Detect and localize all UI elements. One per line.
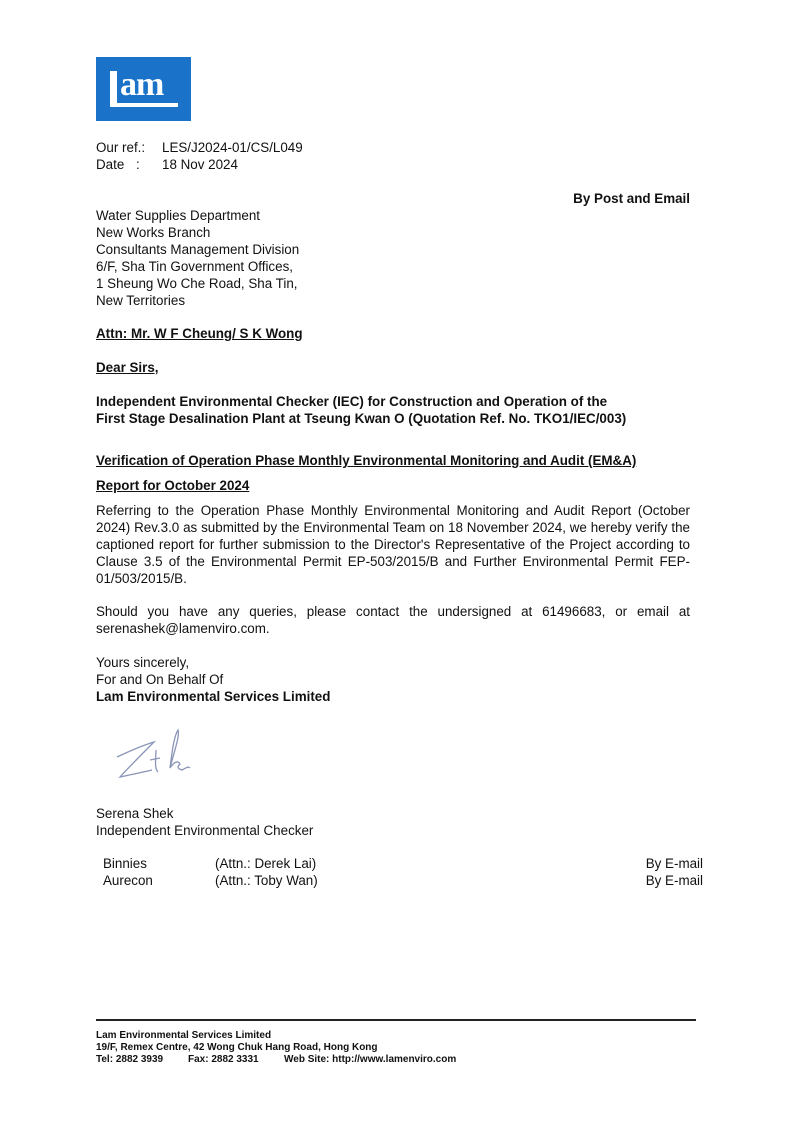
cc-list: [103, 855, 703, 889]
signer-name: Serena Shek: [96, 806, 174, 821]
closing: [96, 654, 330, 705]
footer-tel: Tel: 2882 3939: [96, 1054, 164, 1065]
signer-block: [96, 805, 313, 839]
attention-line: Attn: Mr. W F Cheung/ S K Wong: [96, 326, 303, 341]
closing-company: Lam Environmental Services Limited: [96, 689, 331, 704]
footer-website[interactable]: Web Site: http://www.lamenviro.com: [284, 1054, 457, 1065]
address-line: New Territories: [96, 293, 186, 308]
footer: [96, 1030, 456, 1066]
closing-line: For and On Behalf Of: [96, 672, 224, 687]
cc-org: Binnies: [103, 856, 147, 871]
subject-line: Independent Environmental Checker (IEC) for Construction and Operation of the: [96, 394, 608, 409]
cc-org: Aurecon: [103, 873, 153, 888]
date-value: 18 Nov 2024: [162, 157, 238, 172]
cc-row: [103, 855, 703, 872]
subject-line: First Stage Desalination Plant at Tseung Kwan O (Quotation Ref. No. TKO1/IEC/003): [96, 411, 627, 426]
ref-label: Our ref.:: [96, 140, 146, 155]
footer-company: Lam Environmental Services Limited: [96, 1030, 272, 1041]
cc-method: By E-mail: [645, 856, 703, 871]
salutation: Dear Sirs,: [96, 360, 159, 375]
signature-image: [112, 722, 212, 787]
heading-line: Report for October 2024: [96, 478, 250, 493]
cc-method: By E-mail: [645, 873, 703, 888]
address-line: 6/F, Sha Tin Government Offices,: [96, 259, 293, 274]
date-label: Date: [96, 157, 125, 172]
company-logo: [96, 57, 191, 121]
logo-l-stem: [110, 71, 117, 107]
recipient-address: [96, 207, 299, 309]
address-line: New Works Branch: [96, 225, 211, 240]
cc-attn: (Attn.: Toby Wan): [215, 873, 318, 888]
footer-divider: [96, 1019, 696, 1021]
ref-value: LES/J2024-01/CS/L049: [162, 140, 303, 155]
signature-icon: [112, 722, 212, 787]
cc-attn: (Attn.: Derek Lai): [215, 856, 317, 871]
date-colon: :: [136, 157, 140, 172]
letter-heading: [96, 452, 696, 502]
closing-line: Yours sincerely,: [96, 655, 190, 670]
footer-fax: Fax: 2882 3331: [188, 1054, 259, 1065]
body-paragraph-2: Should you have any queries, please contact the undersigned at 61496683, or email at serenashek@lamenviro.com.: [96, 604, 690, 636]
address-line: Water Supplies Department: [96, 208, 260, 223]
footer-contacts: [96, 1054, 456, 1066]
logo-text: am: [120, 66, 164, 103]
signer-title: Independent Environmental Checker: [96, 823, 314, 838]
subject: [96, 393, 696, 427]
footer-address: 19/F, Remex Centre, 42 Wong Chuk Hang Road, Hong Kong: [96, 1042, 378, 1053]
heading-line: Verification of Operation Phase Monthly Environmental Monitoring and Audit (EM&A): [96, 453, 637, 468]
address-line: Consultants Management Division: [96, 242, 300, 257]
cc-row: [103, 872, 703, 889]
address-line: 1 Sheung Wo Che Road, Sha Tin,: [96, 276, 298, 291]
body-paragraph-1: Referring to the Operation Phase Monthly Environmental Monitoring and Audit Report (October 2024) Rev.3.0 as submitted by the Environmental Team on 18 November 2024, we hereby verify the captioned report for further submission to the Director's Representative of the Project according to Clause 3.5 of the Environmental Permit EP-503/2015/B and Further Environmental Permit FEP-01/503/2015/B.: [96, 503, 690, 586]
reference-block: [96, 139, 303, 173]
delivery-method: By Post and Email: [573, 191, 690, 206]
